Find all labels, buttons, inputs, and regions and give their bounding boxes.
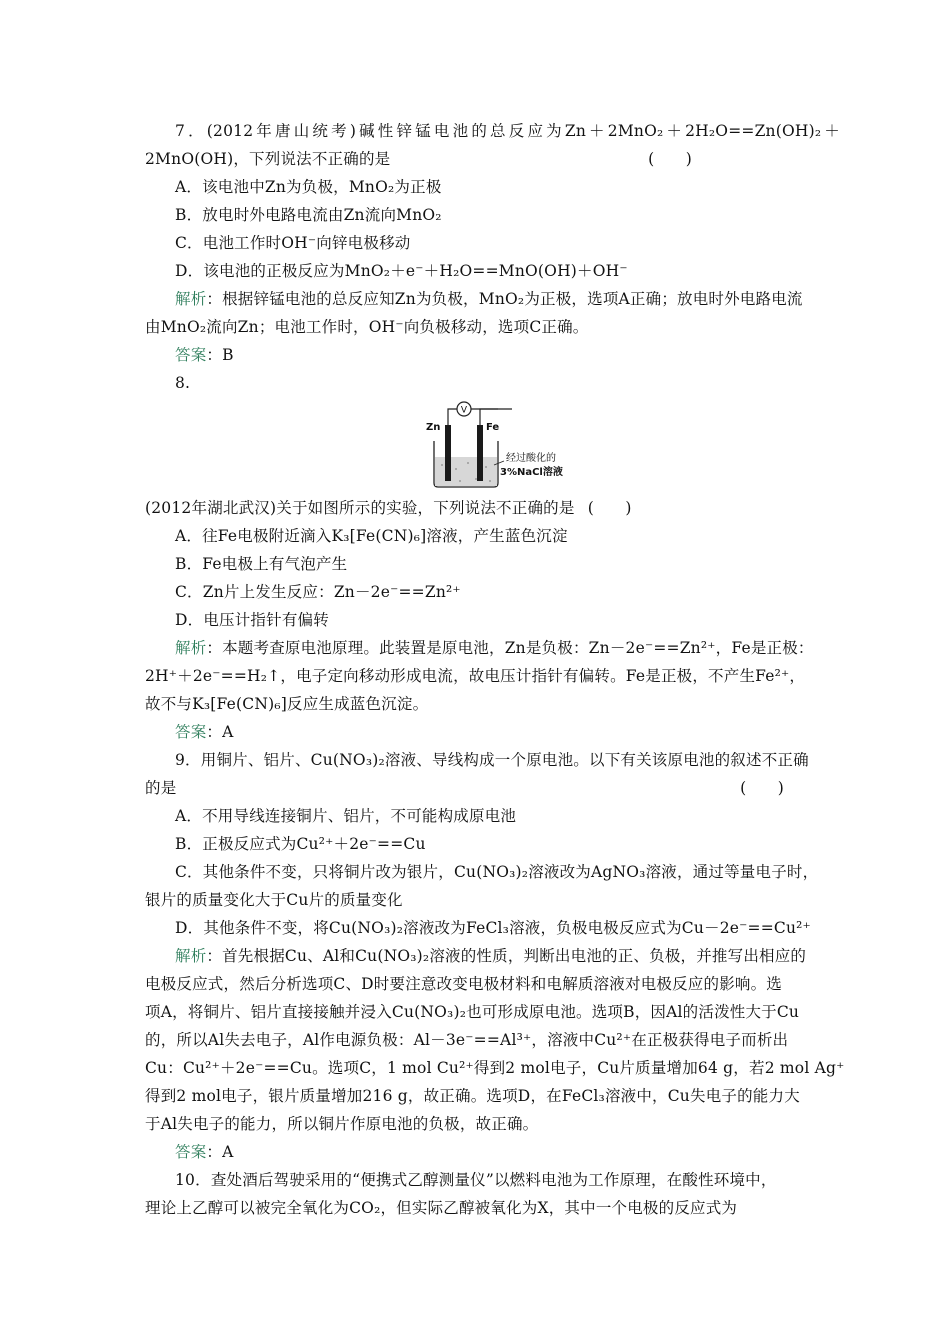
q9-explanation-tag: 解析 (175, 947, 207, 965)
q7-stem-line2 (145, 148, 810, 170)
q8-explanation-tag: 解析 (175, 639, 207, 657)
q7-answer-blank: ( ) (648, 150, 692, 168)
q10-stem-line2: 理论上乙醇可以被完全氧化为CO₂，但实际乙醇被氧化为X，其中一个电极的反应式为 (145, 1199, 738, 1217)
q8-option-d: D．电压计指针有偏转 (175, 611, 329, 629)
q9-explanation-line4: 的，所以Al失去电子，Al作电源负极：Al－3e⁻==Al³⁺，溶液中Cu²⁺在正极获得电子而析出 (145, 1031, 789, 1049)
q9-stem-line1: 9．用铜片、铝片、Cu(NO₃)₂溶液、导线构成一个原电池。以下有关该原电池的叙述不正确 (175, 751, 809, 769)
q7-stem-text: 2MnO(OH)，下列说法不正确的是 (145, 150, 391, 168)
q8-option-b: B．Fe电极上有气泡产生 (175, 555, 348, 573)
q10-stem-line1: 10．查处酒后驾驶采用的“便携式乙醇测量仪”以燃料电池为工作原理，在酸性环境中， (175, 1171, 777, 1189)
q9-explanation-line5: Cu：Cu²⁺＋2e⁻==Cu。选项C，1 mol Cu²⁺得到2 mol电子，Cu片质量增加64 g，若2 mol Ag⁺ (145, 1059, 845, 1077)
q9-answer (175, 1141, 840, 1163)
q7-explanation-line2: 由MnO₂流向Zn；电池工作时，OH⁻向负极移动，选项C正确。 (145, 318, 589, 336)
q7-explanation-tag: 解析 (175, 290, 207, 308)
q9-explanation-line1 (175, 945, 840, 967)
q9-explanation-line3: 项A，将铜片、铝片直接接触并浸入Cu(NO₃)₂也可形成原电池。选项B，因Al的活泼性大于Cu (145, 1003, 800, 1021)
q7-answer-tag: 答案 (175, 346, 207, 364)
q7-option-a: A．该电池中Zn为负极，MnO₂为正极 (175, 178, 442, 196)
q9-option-b: B．正极反应式为Cu²⁺＋2e⁻==Cu (175, 835, 426, 853)
q9-option-d: D．其他条件不变，将Cu(NO₃)₂溶液改为FeCl₃溶液，负极电极反应式为Cu－2e⁻==Cu²⁺ (175, 919, 811, 937)
fe-label: Fe (486, 422, 500, 433)
q8-option-a: A．往Fe电极附近滴入K₃[Fe(CN)₆]溶液，产生蓝色沉淀 (175, 527, 568, 545)
q8-option-c: C．Zn片上发生反应：Zn－2e⁻==Zn²⁺ (175, 583, 461, 601)
q9-explanation-line6: 得到2 mol电子，银片质量增加216 g，故正确。选项D，在FeCl₃溶液中，Cu失电子的能力大 (145, 1087, 800, 1105)
q8-number: 8. (175, 374, 191, 392)
q7-stem-line1: 7．(2012年唐山统考)碱性锌锰电池的总反应为Zn＋2MnO₂＋2H₂O==Zn(OH)₂＋ (175, 122, 840, 140)
solution-label-line1: 经过酸化的 (506, 453, 556, 464)
q9-explanation-text1: ：首先根据Cu、Al和Cu(NO₃)₂溶液的性质，判断出电池的正、负极，并推写出相应的 (206, 947, 807, 965)
voltmeter-label: V (460, 405, 468, 416)
q8-answer-value: ：A (206, 723, 234, 741)
q9-stem-text: 的是 (145, 779, 177, 797)
q7-option-b: B．放电时外电路电流由Zn流向MnO₂ (175, 206, 442, 224)
q9-option-a: A．不用导线连接铜片、铝片，不可能构成原电池 (175, 807, 517, 825)
solution-label-line2: 3%NaCl溶液 (500, 467, 563, 478)
q9-answer-tag: 答案 (175, 1143, 207, 1161)
q8-stem (145, 497, 810, 519)
q8-explanation-line3: 故不与K₃[Fe(CN)₆]反应生成蓝色沉淀。 (145, 695, 429, 713)
q9-explanation-line7: 于Al失电子的能力，所以铜片作原电池的负极，故正确。 (145, 1115, 539, 1133)
q8-explanation-line1 (175, 637, 840, 659)
q7-answer-value: ：B (206, 346, 234, 364)
q9-option-c-line2: 银片的质量变化大于Cu片的质量变化 (145, 891, 403, 909)
solution-fill (435, 457, 497, 486)
zn-label: Zn (426, 422, 441, 433)
q7-explanation-text1: ：根据锌锰电池的总反应知Zn为负极，MnO₂为正极，选项A正确；放电时外电路电流 (206, 290, 803, 308)
fe-electrode (477, 425, 483, 481)
q8-stem-text: (2012年湖北武汉)关于如图所示的实验，下列说法不正确的是 (145, 499, 575, 517)
q7-option-d: D．该电池的正极反应为MnO₂＋e⁻＋H₂O==MnO(OH)＋OH⁻ (175, 262, 628, 280)
q7-explanation-line1 (175, 288, 840, 310)
galvanic-cell-figure (420, 397, 600, 489)
q9-stem-line2 (145, 777, 810, 799)
q8-explanation-text1: ：本题考查原电池原理。此装置是原电池，Zn是负极：Zn－2e⁻==Zn²⁺，Fe是正极： (206, 639, 814, 657)
q7-option-c: C．电池工作时OH⁻向锌电极移动 (175, 234, 411, 252)
zn-electrode (445, 425, 451, 481)
q8-explanation-line2: 2H⁺＋2e⁻==H₂↑，电子定向移动形成电流，故电压计指针有偏转。Fe是正极，不产生Fe²⁺， (145, 667, 806, 685)
q9-answer-blank: ( ) (740, 779, 784, 797)
q8-answer-blank: ( ) (587, 499, 632, 517)
q8-answer (175, 721, 840, 743)
q9-answer-value: ：A (206, 1143, 234, 1161)
q8-answer-tag: 答案 (175, 723, 207, 741)
q9-option-c-line1: C．其他条件不变，只将铜片改为银片，Cu(NO₃)₂溶液改为AgNO₃溶液，通过等量电子时， (175, 863, 819, 881)
q9-explanation-line2: 电极反应式，然后分析选项C、D时要注意改变电极材料和电解质溶液对电极反应的影响。选 (145, 975, 782, 993)
q7-answer (175, 344, 840, 366)
